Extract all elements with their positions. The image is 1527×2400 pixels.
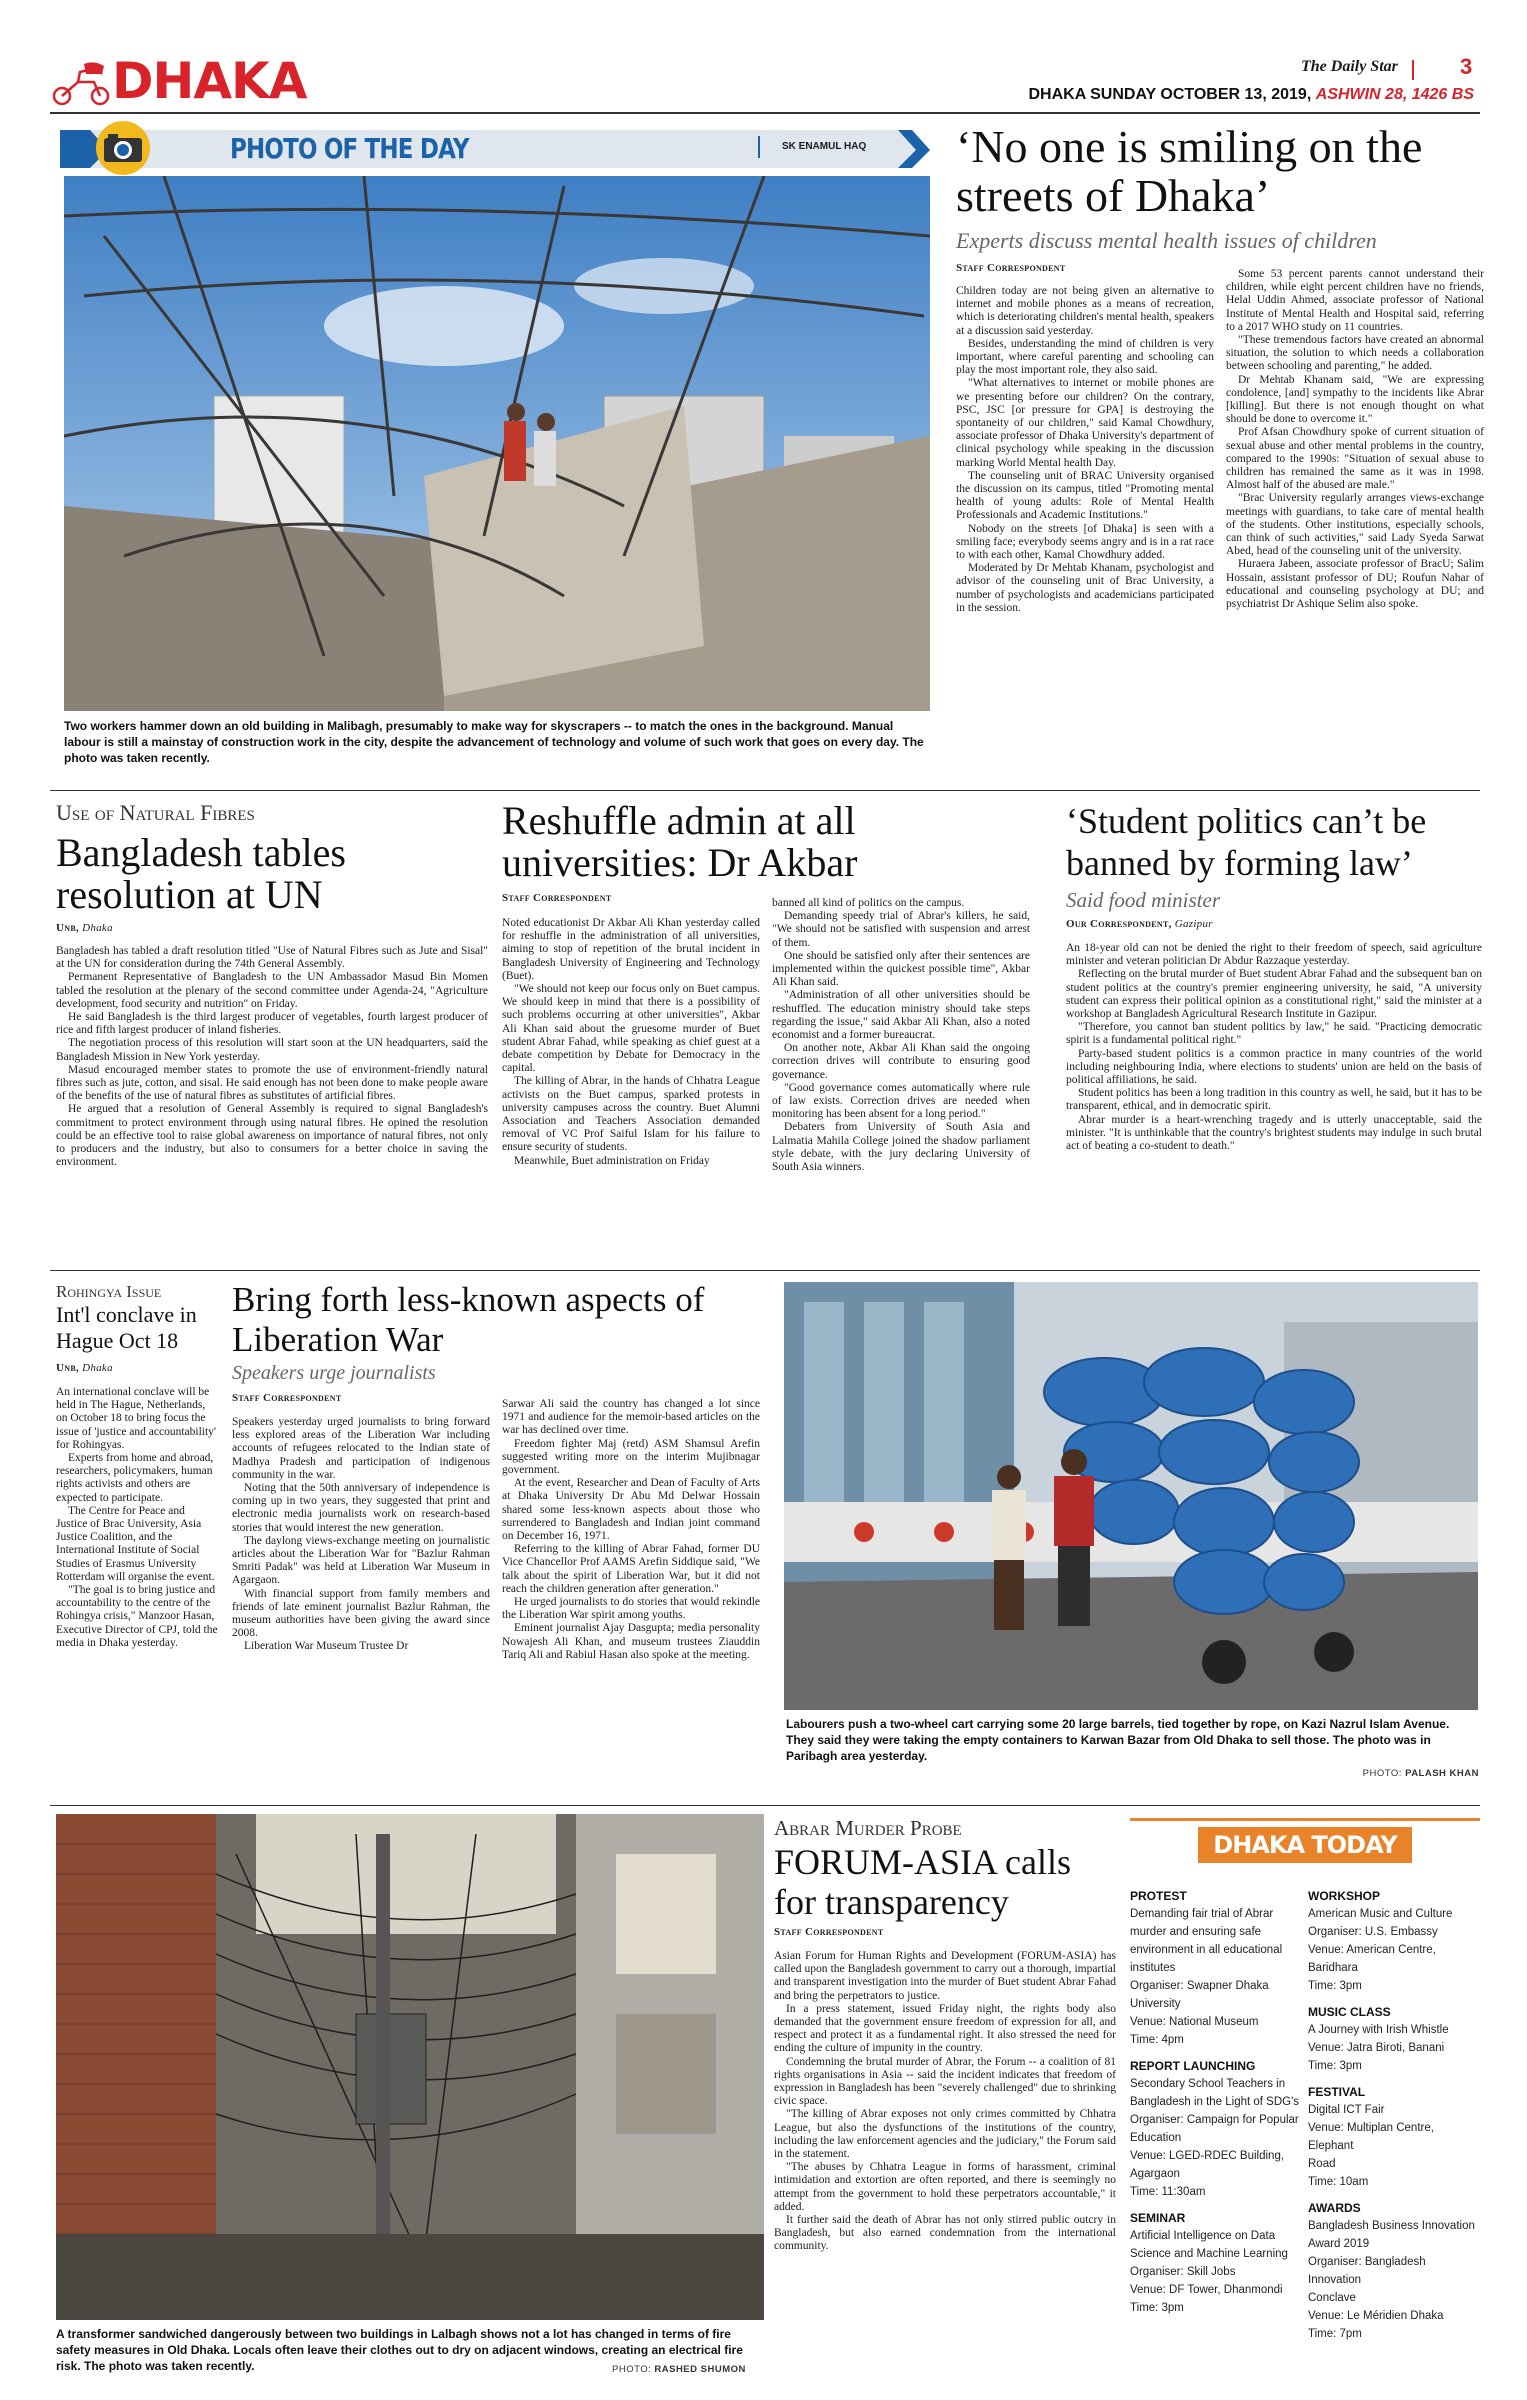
lead-col-2	[1226, 268, 1484, 611]
event-line: Digital ICT Fair	[1308, 2104, 1385, 2116]
forum-byline: Staff Correspondent	[774, 1926, 884, 1938]
akbar-col-2	[772, 897, 1030, 1174]
event-line: Time: 4pm	[1130, 2034, 1184, 2046]
event-line: Artificial Intelligence on Data	[1130, 2230, 1276, 2242]
event-line: Organiser: Skill Jobs	[1130, 2266, 1236, 2278]
section-title: DHAKA	[112, 52, 307, 110]
paragraph: Reflecting on the brutal murder of Buet student Abrar Fahad and the subsequent ban on student politics at the country's premier engineering university, he said, "A university student can express their political opinion as a constitutional right," said the minister at a workshop at Bangladesh Agricultural Research Institute in Gazipur.	[1066, 968, 1482, 1021]
event-heading: WORKSHOP	[1308, 1889, 1380, 1903]
event-line: American Music and Culture	[1308, 1908, 1453, 1920]
event-line: Time: 7pm	[1308, 2328, 1362, 2340]
event-line: A Journey with Irish Whistle	[1308, 2024, 1449, 2036]
paragraph: Noting that the 50th anniversary of independence is coming up in two years, they suggested that print and electronic media journalists work on research-based stories that would interest the new generation.	[232, 1482, 490, 1534]
photo-of-the-day-banner	[60, 120, 930, 176]
paragraph: The killing of Abrar, in the hands of Chhatra League activists on the Buet campus, sparked protests in university campuses across the country. Buet Alumni Association and Teachers Association demanded removal of VC Prof Saiful Islam for his failure to ensure security of students.	[502, 1075, 760, 1154]
dhaka-today-col-right	[1308, 1879, 1480, 2343]
student-byline: Our Correspondent, Gazipur	[1066, 918, 1213, 930]
event-heading: PROTEST	[1130, 1889, 1187, 1903]
event-line: Education	[1130, 2132, 1182, 2144]
masthead-divider	[1412, 60, 1414, 80]
cart-credit: PHOTO: PALASH KHAN	[1362, 1768, 1479, 1779]
event-line: institutes	[1130, 1962, 1176, 1974]
paragraph: "The killing of Abrar exposes not only crimes committed by Chhatra League, but also the dysfunctions of the institutions of the country, including the law enforcement agencies and the judiciary," the Forum said in the statement.	[774, 2108, 1116, 2161]
event-line: Organiser: Swapner Dhaka	[1130, 1980, 1269, 1992]
event-line: environment in all educational	[1130, 1944, 1283, 1956]
liberation-headline: Bring forth less-known aspects of Liberation War	[232, 1280, 705, 1359]
paragraph: One should be satisfied only after their sentences are implemented within the quickest possible time", Akbar Ali Khan said.	[772, 949, 1030, 989]
event-line: Agargaon	[1130, 2168, 1180, 2180]
fibres-kicker: Use of Natural Fibres	[56, 800, 255, 825]
event-line: Time: 3pm	[1308, 1980, 1362, 1992]
paragraph: Nobody on the streets [of Dhaka] is seen with a smiling face; everybody seems angry and is in a rat race to with each other, Kamal Chowdhury added.	[956, 522, 1215, 562]
paragraph: "What alternatives to internet or mobile phones are we presenting before our children? On the contrary, PSC, JSC [or pressure for GPA] is destroying the spontaneity of our children," said Kamal Chowdhury, associate professor of Dhaka University's department of clinical psychology while speaking in the discussion marking World Mental health Day.	[956, 377, 1214, 469]
student-body	[1066, 942, 1482, 1153]
paragraph: "Good governance comes automatically where rule of law exists. Correction drives are needed when monitoring has been absent for a long period."	[772, 1081, 1030, 1121]
paragraph: "The goal is to bring justice and accountability to the centre of the Rohingya crisis," Manzoor Hasan, Executive Director of CPJ, told the media in Dhaka yesterday.	[56, 1584, 218, 1649]
event-heading: SEMINAR	[1130, 2211, 1186, 2225]
potd-photographer: SK ENAMUL HAQ	[782, 141, 867, 152]
paragraph: The daylong views-exchange meeting on journalistic articles about the Liberation War for "Bazlur Rahman Smriti Padak" was held at Liberation War Museum in Agargaon.	[232, 1534, 490, 1587]
paragraph: "The abuses by Chhatra League in forms of harassment, criminal intimidation and extortion are often reported, and there is seemingly no attempt from the government to hold these perpetrators accountable," it added.	[774, 2161, 1116, 2213]
paragraph: "Therefore, you cannot ban student politics by law," he said. "Practicing democratic spirit is a fundamental political right."	[1066, 1021, 1482, 1047]
lead-col-1	[956, 285, 1214, 615]
section-rule	[50, 790, 1480, 791]
event-line: Organiser: Campaign for Popular	[1130, 2114, 1299, 2126]
paragraph: "These tremendous factors have created an abnormal situation, the solution to which needs a collaboration between schooling and parenting," he added.	[1226, 334, 1484, 373]
event-line: Venue: Jatra Biroti, Banani	[1308, 2042, 1445, 2054]
student-headline: ‘Student politics can’t be banned by forming law’	[1066, 801, 1427, 883]
event-heading: MUSIC CLASS	[1308, 2005, 1391, 2019]
paragraph: Experts from home and abroad, researchers, policymakers, human rights activists and others are expected to participate.	[56, 1452, 214, 1504]
liberation-col-1	[232, 1416, 490, 1654]
potd-divider	[758, 136, 760, 158]
potd-caption: Two workers hammer down an old building in Malibagh, presumably to make way for skyscrapers -- to match the ones in the background. Manual labour is still a mainstay of construction work in the city, despite the advancement of technology and volume of such work that goes on every day. The photo was taken recently.	[64, 719, 924, 765]
paragraph: Abrar murder is a heart-wrenching tragedy and is utterly unacceptable, said the minister. "It is unthinkable that the country's brightest students may indulge in such brutal act of beating a co-student to death."	[1066, 1113, 1482, 1153]
event-line: Venue: American Centre,	[1308, 1944, 1436, 1956]
barrel-cart-photo	[784, 1282, 1478, 1710]
event-line: Science and Machine Learning	[1130, 2248, 1288, 2260]
potd-label: PHOTO OF THE DAY	[230, 132, 469, 165]
paragraph: Prof Afsan Chowdhury spoke of current situation of sexual abuse and other mental problems in the country, compared to the 1990s: "Situation of sexual abuse to children has remained the same as it was in 1998. Almost half of the abused are male."	[1226, 426, 1484, 492]
rohingya-byline: Unb, Dhaka	[56, 1362, 113, 1374]
event-line: Time: 11:30am	[1130, 2186, 1206, 2198]
event-line: Venue: LGED-RDEC Building,	[1130, 2150, 1285, 2162]
paragraph: He urged journalists to do stories that would rekindle the Liberation War spirit among youths.	[502, 1596, 760, 1622]
paragraph: Meanwhile, Buet administration on Friday	[514, 1154, 710, 1167]
paragraph: He argued that a resolution of General Assembly is required to signal Bangladesh's commitment to protect environment through using natural fibres. He opined the resolution could be an effective tool to raise global awareness on importance of natural fibres, not only to producers and the industry, but also to consumers for a better choice in saving the environment.	[56, 1103, 488, 1169]
paragraph: Children today are not being given an alternative to internet and mobile phones as a means of recreation, which is deteriorating children's mental health, speakers at a discussion said yesterday.	[956, 285, 1214, 337]
transformer-credit: PHOTO: RASHED SHUMON	[612, 2364, 746, 2375]
masthead	[50, 52, 1480, 110]
fibres-headline: Bangladesh tables resolution at UN	[56, 830, 346, 917]
paragraph: "We should not keep our focus only on Buet campus. We should keep in mind that there is a possibility of such problems occurring at other universities", Akbar Ali Khan said about the gruesome murder of Buet student Abrar Fahad, while speaking as chief guest at a debate competition by Debate for Democracy in the capital.	[502, 983, 760, 1075]
akbar-col-1	[502, 917, 760, 1168]
event	[1308, 2199, 1480, 2343]
rohingya-body	[56, 1386, 218, 1650]
paragraph: Besides, understanding the mind of children is very important, where careful parenting and schooling can play the most important role, they also said.	[956, 337, 1214, 377]
event-line: Road	[1308, 2158, 1336, 2170]
paragraph: He said Bangladesh is the third largest producer of vegetables, fourth largest producer of rice and fifth largest producer of inland fisheries.	[56, 1011, 488, 1037]
lead-byline: Staff Correspondent	[956, 262, 1066, 274]
paragraph: Asian Forum for Human Rights and Development (FORUM-ASIA) has called upon the Bangladesh government to carry out a thorough, impartial and transparent investigation into the murder of Buet student Abrar Fahad and bring the perpetrators to justice.	[774, 1950, 1116, 2002]
paragraph: Some 53 percent parents cannot understand their children, while eight percent children have no friends, Helal Uddin Ahmed, associate professor of National Institute of Mental Health and Hospital said, referring to a 2017 WHO study on 11 countries.	[1226, 268, 1484, 333]
paragraph: Freedom fighter Maj (retd) ASM Shamsul Arefin suggested writing more on the interim Mujibnagar government.	[502, 1437, 760, 1477]
paragraph: Eminent journalist Ajay Dasgupta; media personality Nowajesh Ali Khan, and museum trustees Ziauddin Tariq Ali and Rabiul Hasan also spoke at the meeting.	[502, 1622, 760, 1661]
paragraph: It further said the death of Abrar has not only stirred public outcry in Bangladesh, but also earned condemnation from the international community.	[774, 2214, 1116, 2253]
paragraph: On another note, Akbar Ali Khan said the ongoing correction drives will contribute to ensuring good governance.	[772, 1042, 1030, 1081]
event	[1308, 2003, 1480, 2075]
event-line: Venue: DF Tower, Dhanmondi	[1130, 2284, 1283, 2296]
event-line: Organiser: U.S. Embassy	[1308, 1926, 1438, 1938]
event	[1130, 2209, 1306, 2317]
section-rule	[50, 1805, 1480, 1806]
lead-deck: Experts discuss mental health issues of children	[956, 228, 1377, 253]
masthead-rule	[50, 112, 1480, 114]
paragraph: Condemning the brutal murder of Abrar, the Forum -- a coalition of 81 rights organisations in Asia -- said the incident indicates that freedom of expression in Bangladesh has been "severely challenged" due to shrinking civic space.	[774, 2055, 1116, 2108]
event	[1308, 2083, 1480, 2191]
event	[1130, 1887, 1306, 2049]
paragraph: An international conclave will be held in The Hague, Netherlands, on October 18 to bring focus the issue of 'justice and accountability' for Rohingyas.	[56, 1386, 216, 1451]
paragraph: With financial support from family members and friends of late eminent journalist Bazlur Rahman, the museum authorities have been giving the award since 2008.	[232, 1587, 490, 1640]
section-rule	[50, 1270, 1480, 1271]
paragraph: An 18-year old can not be denied the right to their freedom of speech, said agriculture minister and veteran politician Dr Abdur Razzaque yesterday.	[1066, 942, 1482, 968]
demolition-photo	[64, 176, 930, 711]
event-line: Venue: Multiplan Centre, Elephant	[1308, 2122, 1434, 2152]
akbar-byline: Staff Correspondent	[502, 892, 612, 904]
event	[1130, 2057, 1306, 2201]
dhaka-today-title: DHAKA TODAY	[1198, 1827, 1412, 1863]
event-line: Award 2019	[1308, 2238, 1370, 2250]
transformer-photo	[56, 1814, 764, 2320]
event-line: Venue: National Museum	[1130, 2016, 1259, 2028]
event-line: Bangladesh Business Innovation	[1308, 2220, 1475, 2232]
paragraph: Noted educationist Dr Akbar Ali Khan yesterday called for reshuffle in the administration of all universities, aiming to stop of repetition of the brutal incident in Bangladesh University of Engineering and Technology (Buet).	[502, 917, 760, 982]
paragraph: Moderated by Dr Mehtab Khanam, psychologist and advisor of the counseling unit of Brac University, a number of psychologists and academicians participated in the session.	[956, 562, 1214, 614]
paper-name: The Daily Star	[1301, 58, 1398, 75]
paragraph: In a press statement, issued Friday night, the rights body also demanded that the government ensure freedom of expression for all, and respect and protect it as a fundamental right. It also stressed the need for ending the culture of impunity in the country.	[774, 2002, 1116, 2055]
event-line: Organiser: Bangladesh Innovation	[1308, 2256, 1426, 2286]
forum-kicker: Abrar Murder Probe	[774, 1816, 962, 1840]
dateline: DHAKA SUNDAY OCTOBER 13, 2019, ASHWIN 28, 1426 BS	[1028, 86, 1474, 103]
paragraph: The negotiation process of this resolution will start soon at the UN headquarters, said the Bangladesh Mission in New York yesterday.	[56, 1037, 488, 1063]
paragraph: Bangladesh has tabled a draft resolution titled "Use of Natural Fibres such as Jute and Sisal" at the UN for consideration during the 74th General Assembly.	[56, 945, 488, 971]
event-heading: FESTIVAL	[1308, 2085, 1366, 2099]
paragraph: Demanding speedy trial of Abrar's killers, he said, "We should not be satisfied with suspension and arrest of them.	[772, 910, 1030, 949]
camera-icon	[90, 120, 156, 176]
paragraph: Party-based student politics is a common practice in many countries of the world including neighbouring India, where elections to students' union are held on the basis of political affiliations, he said.	[1066, 1047, 1482, 1087]
dhaka-today-box	[1130, 1818, 1480, 2378]
forum-body	[774, 1950, 1116, 2254]
rohingya-headline: Int'l conclave in Hague Oct 18	[56, 1302, 197, 1353]
paragraph: Permanent Representative of Bangladesh to the UN Ambassador Masud Bin Momen tabled the resolution at the plenary of the second committee under Agenda-24, "Agriculture development, food security and nutrition" on Friday.	[56, 971, 488, 1010]
paragraph: The counseling unit of BRAC University organised the discussion on its campus, titled "Promoting mental health of young adults: Role of Mental Health Professionals and Academic Institutions."	[956, 469, 1214, 522]
liberation-col-2	[502, 1398, 760, 1662]
paragraph: Student politics has been a long tradition in this country as well, he said, but it has to be transparent, ethical, and in democratic spirit.	[1066, 1087, 1482, 1113]
paragraph: Huraera Jabeen, associate professor of BracU; Salim Hossain, assistant professor of DU; Roufun Nahar of educational and counseling psychology at DU; and psychiatrist Dr Ashique Selim also spoke.	[1226, 558, 1484, 611]
fibres-body	[56, 945, 488, 1169]
paragraph: "Administration of all other universities should be reshuffled. The education ministry should take steps regarding the issue," said Akbar Ali Khan, also a noted economist and a former bureaucrat.	[772, 989, 1030, 1042]
page-number: 3	[1460, 54, 1473, 79]
paragraph: The Centre for Peace and Justice of Brac University, Asia Justice Coalition, and the International Institute of Social Studies of Erasmus University Rotterdam will organise the event.	[56, 1504, 215, 1583]
transformer-caption: A transformer sandwiched dangerously between two buildings in Lalbagh shows not a lot has changed in terms of fire safety measures in Old Dhaka. Locals often leave their clothes out to dry on adjacent windows, creating an electrical fire risk. The photo was taken recently.	[56, 2327, 743, 2373]
event	[1308, 1887, 1480, 1995]
event-line: Bangladesh in the Light of SDG's	[1130, 2096, 1300, 2108]
rickshaw-icon	[50, 60, 112, 106]
event-line: Time: 3pm	[1308, 2060, 1362, 2072]
event-line: Demanding fair trial of Abrar	[1130, 1908, 1274, 1920]
rohingya-kicker: Rohingya Issue	[56, 1282, 162, 1301]
paragraph: Dr Mehtab Khanam said, "We are expressing condolence, [and] sympathy to the incidents like Abrar [killing]. But there is not enough thought on what should be done to overcome it."	[1226, 373, 1484, 426]
paragraph: banned all kind of politics on the campus.	[772, 897, 965, 909]
paragraph: "Brac University regularly arranges views-exchange meetings with guardians, to take care of mental health of the students. Other institutions, especially schools, can think of such activities," said Lady Syeda Sarwat Abed, head of the counseling unit of the university.	[1226, 492, 1484, 558]
event-heading: REPORT LAUNCHING	[1130, 2059, 1256, 2073]
event-line: Baridhara	[1308, 1962, 1358, 1974]
liberation-deck: Speakers urge journalists	[232, 1362, 436, 1384]
liberation-byline: Staff Correspondent	[232, 1392, 342, 1404]
lead-headline: ‘No one is smiling on the streets of Dhaka’	[956, 121, 1423, 221]
event-line: Conclave	[1308, 2292, 1356, 2304]
fibres-byline: Unb, Dhaka	[56, 922, 113, 934]
dhaka-today-col-left	[1130, 1879, 1306, 2317]
paragraph: Liberation War Museum Trustee Dr	[244, 1640, 409, 1653]
paragraph: Referring to the killing of Abrar Fahad, former DU Vice Chancellor Prof AAMS Arefin Siddique said, "We talk about the spirit of Liberation War, but it did not reach the children generation after generation."	[502, 1543, 760, 1595]
paragraph: At the event, Researcher and Dean of Faculty of Arts at Dhaka University Dr Abu Md Delwar Hossain shared some less-known aspects about those who surrendered to Bangladesh and Indian joint command on December 16, 1971.	[502, 1477, 760, 1543]
event-line: Time: 3pm	[1130, 2302, 1184, 2314]
event-line: Secondary School Teachers in	[1130, 2078, 1286, 2090]
paragraph: Sarwar Ali said the country has changed a lot since 1971 and audience for the memoir-based articles on the war has declined over time.	[502, 1398, 760, 1437]
event-heading: AWARDS	[1308, 2201, 1361, 2215]
paragraph: Speakers yesterday urged journalists to bring forward less explored areas of the Liberation War including accounts of refugees relocated to the Indian state of Madhya Pradesh and participation of indigenous community in the war.	[232, 1416, 490, 1481]
event-line: Time: 10am	[1308, 2176, 1369, 2188]
student-deck: Said food minister	[1066, 888, 1221, 912]
paragraph: Masud encouraged member states to promote the use of environment-friendly natural fibres such as jute, cotton, and sisal. He said enough has not been done to make people aware of the benefits of the use of natural fibres as substitutes of artificial fibres.	[56, 1063, 488, 1103]
event-line: murder and ensuring safe	[1130, 1926, 1262, 1938]
forum-headline: FORUM-ASIA calls for transparency	[774, 1842, 1072, 1922]
akbar-headline: Reshuffle admin at all universities: Dr Akbar	[502, 798, 858, 885]
cart-caption: Labourers push a two-wheel cart carrying some 20 large barrels, tied together by rope, on Kazi Nazrul Islam Avenue. They said they were taking the empty containers to Karwan Bazar from Old Dhaka to sell those. The photo was in Paribagh area yesterday.	[786, 1717, 1450, 1763]
event-line: University	[1130, 1998, 1181, 2010]
paragraph: Debaters from University of South Asia and Lalmatia Mahila College joined the shadow parliament style debate, with the jury declaring University of South Asia winners.	[772, 1121, 1030, 1174]
event-line: Venue: Le Méridien Dhaka	[1308, 2310, 1444, 2322]
